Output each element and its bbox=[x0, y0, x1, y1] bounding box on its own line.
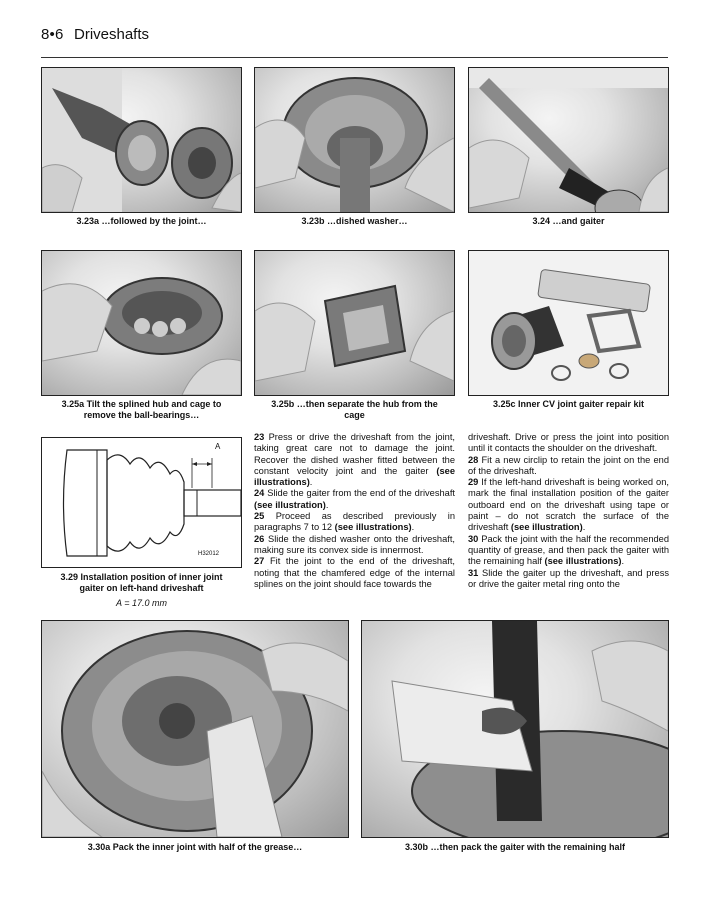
caption-3-29 bbox=[41, 572, 242, 594]
caption-3-29-line1: 3.29 Installation position of inner joint bbox=[60, 572, 223, 582]
caption-3-25a-line1: 3.25a Tilt the splined hub and cage to bbox=[61, 399, 222, 409]
paragraph-23: 23 Press or drive the driveshaft from the joint, taking great care not to damage the joint. Recover the dished washer fitted between the constant velocity joint and the gaiter (see illustrations). bbox=[254, 432, 455, 488]
paragraph-28: 28 Fit a new circlip to retain the joint on the end of the driveshaft. bbox=[468, 454, 669, 476]
paragraph-30: 30 Pack the joint with the half the recommended quantity of grease, and then pack the gaiter with the remaining half (see illustrations). bbox=[468, 533, 669, 567]
caption-3-23a: 3.23a …followed by the joint… bbox=[76, 216, 207, 226]
caption-3-25c: 3.25c Inner CV joint gaiter repair kit bbox=[492, 399, 645, 409]
photo-3-30b bbox=[361, 620, 669, 838]
paragraph-26: 26 Slide the dished washer onto the driveshaft, making sure its convex side is innermost. bbox=[254, 533, 455, 555]
text-column-2 bbox=[468, 432, 669, 590]
paragraph-27: 27 Fit the joint to the end of the driveshaft, noting that the chamfered edge of the internal splines on the joint should face towards the bbox=[254, 556, 455, 589]
paragraph-24: 24 Slide the gaiter from the end of the driveshaft (see illustration). bbox=[254, 488, 455, 510]
page-header bbox=[41, 26, 668, 56]
caption-3-25b-line2: cage bbox=[344, 410, 365, 420]
text-column-1 bbox=[254, 432, 455, 590]
page-number: 8•6 bbox=[41, 26, 64, 43]
photo-3-25a bbox=[41, 250, 242, 396]
caption-3-29-dimension: A = 17.0 mm bbox=[116, 598, 167, 608]
caption-3-29-line2: gaiter on left-hand driveshaft bbox=[79, 583, 204, 593]
photo-3-25b-drawing bbox=[255, 251, 454, 395]
photo-3-30a bbox=[41, 620, 349, 838]
paragraph-27-continued: driveshaft. Drive or press the joint into position until it contacts the shoulder on the driveshaft. bbox=[468, 432, 669, 454]
caption-3-30a: 3.30a Pack the inner joint with half of the grease… bbox=[87, 842, 303, 852]
photo-3-24 bbox=[468, 67, 669, 213]
dimension-a-label: A bbox=[215, 442, 221, 451]
header-rule bbox=[41, 57, 668, 58]
caption-3-24: 3.24 …and gaiter bbox=[532, 216, 605, 226]
diagram-code: H32012 bbox=[198, 551, 220, 557]
diagram-3-29 bbox=[41, 437, 242, 568]
paragraph-25: 25 Proceed as described previously in paragraphs 7 to 12 (see illustrations). bbox=[254, 511, 455, 533]
section-title: Driveshafts bbox=[74, 26, 150, 43]
photo-3-25c bbox=[468, 250, 669, 396]
paragraph-31: 31 Slide the gaiter up the driveshaft, and press or drive the gaiter metal ring onto the bbox=[468, 567, 669, 589]
photo-3-30b-drawing bbox=[362, 621, 668, 837]
photo-3-25c-drawing bbox=[469, 251, 668, 395]
caption-3-25b bbox=[254, 399, 455, 421]
photo-3-24-drawing bbox=[469, 68, 668, 212]
photo-3-25a-drawing bbox=[42, 251, 241, 395]
caption-3-25a-line2: remove the ball-bearings… bbox=[83, 410, 200, 420]
photo-3-25b bbox=[254, 250, 455, 396]
photo-3-23a bbox=[41, 67, 242, 213]
caption-3-25a bbox=[41, 399, 242, 421]
photo-3-23a-drawing bbox=[42, 68, 241, 212]
caption-3-25b-line1: 3.25b …then separate the hub from the bbox=[271, 399, 438, 409]
paragraph-29: 29 If the left-hand driveshaft is being worked on, mark the final installation position of the gaiter outboard end on the driveshaft using tape or paint – do not scratch the surface of the driveshaft (see illustration). bbox=[468, 477, 669, 533]
caption-3-23b: 3.23b …dished washer… bbox=[301, 216, 408, 226]
photo-3-23b bbox=[254, 67, 455, 213]
photo-3-30a-drawing bbox=[42, 621, 348, 837]
caption-3-30b: 3.30b …then pack the gaiter with the remaining half bbox=[404, 842, 626, 852]
gaiter-diagram-drawing bbox=[42, 438, 241, 567]
photo-3-23b-drawing bbox=[255, 68, 454, 212]
